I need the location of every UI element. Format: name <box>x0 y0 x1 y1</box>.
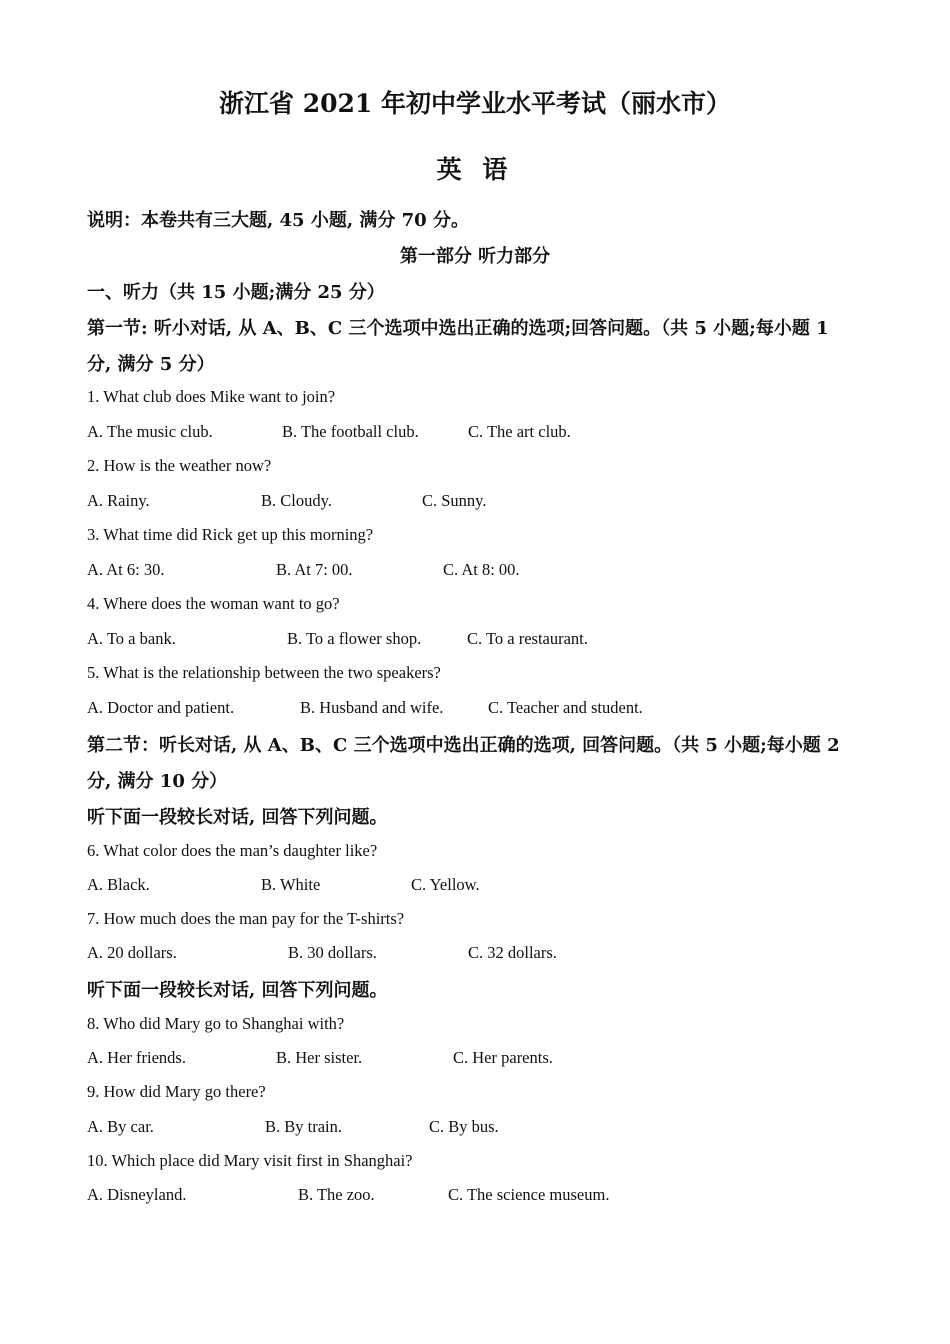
question-6: 6. What color does the man’s daughter like? <box>87 841 378 860</box>
q10-option-a: A. Disneyland. <box>87 1185 187 1204</box>
q2-option-c: C. Sunny. <box>422 491 487 510</box>
q4-option-c: C. To a restaurant. <box>467 629 588 648</box>
q4-option-a: A. To a bank. <box>87 629 176 648</box>
question-7: 7. How much does the man pay for the T-shirts? <box>87 909 405 928</box>
q7-option-b: B. 30 dollars. <box>288 943 377 962</box>
question-3: 3. What time did Rick get up this morning? <box>87 525 374 544</box>
q9-option-a: A. By car. <box>87 1117 154 1136</box>
exam-title: 浙江省 2021 年初中学业水平考试（丽水市） <box>219 89 731 118</box>
q10-option-c: C. The science museum. <box>448 1185 610 1204</box>
q5-option-c: C. Teacher and student. <box>488 698 643 717</box>
q6-option-c: C. Yellow. <box>411 875 480 894</box>
q3-option-b: B. At 7: 00. <box>276 560 353 579</box>
q5-option-a: A. Doctor and patient. <box>87 698 235 717</box>
question-4: 4. Where does the woman want to go? <box>87 594 340 613</box>
q9-option-c: C. By bus. <box>429 1117 499 1136</box>
part-title: 第一部分 听力部分 <box>399 246 551 267</box>
subsection-1-instruction-line1: 第一节: 听小对话, 从 A、B、C 三个选项中选出正确的选项;回答问题。（共 5 小题;每小题 1 <box>87 318 829 339</box>
question-1: 1. What club does Mike want to join? <box>87 387 336 406</box>
q8-option-c: C. Her parents. <box>453 1048 553 1067</box>
q1-option-c: C. The art club. <box>468 422 571 441</box>
q9-option-b: B. By train. <box>265 1117 342 1136</box>
q8-option-a: A. Her friends. <box>87 1048 186 1067</box>
question-10: 10. Which place did Mary visit first in Shanghai? <box>87 1151 413 1170</box>
q6-option-b: B. White <box>261 875 321 894</box>
question-8: 8. Who did Mary go to Shanghai with? <box>87 1014 345 1033</box>
question-5: 5. What is the relationship between the two speakers? <box>87 663 441 682</box>
q6-option-a: A. Black. <box>87 875 150 894</box>
subsection-2-instruction-line2: 分, 满分 10 分） <box>87 771 228 792</box>
q3-option-a: A. At 6: 30. <box>87 560 165 579</box>
q2-option-a: A. Rainy. <box>87 491 150 510</box>
q3-option-c: C. At 8: 00. <box>443 560 520 579</box>
q4-option-b: B. To a flower shop. <box>287 629 422 648</box>
exam-note: 说明：本卷共有三大题, 45 小题, 满分 70 分。 <box>87 210 469 231</box>
q1-option-a: A. The music club. <box>87 422 213 441</box>
question-9: 9. How did Mary go there? <box>87 1082 266 1101</box>
q5-option-b: B. Husband and wife. <box>300 698 444 717</box>
q7-option-c: C. 32 dollars. <box>468 943 557 962</box>
q10-option-b: B. The zoo. <box>298 1185 375 1204</box>
q2-option-b: B. Cloudy. <box>261 491 332 510</box>
subsection-1-instruction-line2: 分, 满分 5 分） <box>87 354 215 375</box>
subsection-2-instruction-line1: 第二节：听长对话, 从 A、B、C 三个选项中选出正确的选项, 回答问题。（共 5 小题;每小题 2 <box>87 735 840 756</box>
section-heading: 一、听力（共 15 小题;满分 25 分） <box>87 282 385 303</box>
q7-option-a: A. 20 dollars. <box>87 943 177 962</box>
question-2: 2. How is the weather now? <box>87 456 272 475</box>
q8-option-b: B. Her sister. <box>276 1048 363 1067</box>
long-dialogue-instruction-1: 听下面一段较长对话, 回答下列问题。 <box>87 807 388 828</box>
long-dialogue-instruction-2: 听下面一段较长对话, 回答下列问题。 <box>87 980 388 1001</box>
exam-subject: 英 语 <box>436 155 514 184</box>
q1-option-b: B. The football club. <box>282 422 419 441</box>
